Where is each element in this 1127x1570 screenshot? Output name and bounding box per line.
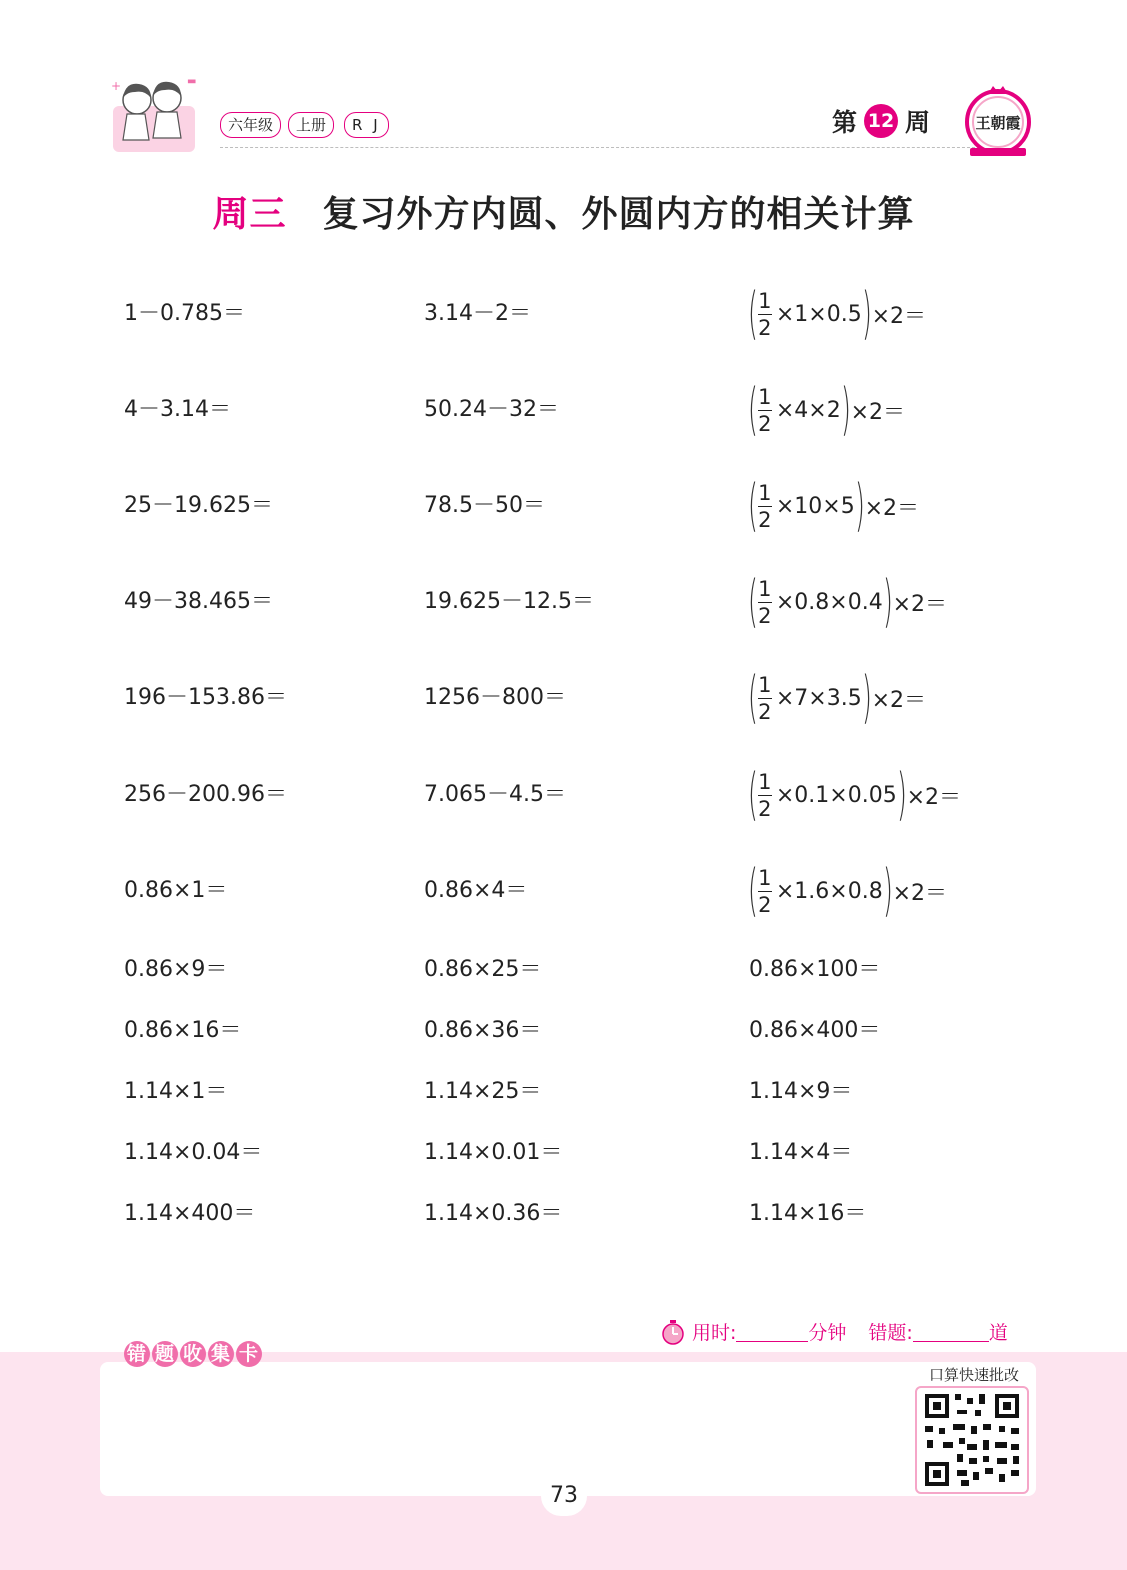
problem: 1.14×4＝ — [749, 1140, 853, 1165]
problem: 49－38.465＝ — [124, 589, 273, 614]
problem: 0.86×9＝ — [124, 957, 228, 982]
errors-blank[interactable] — [913, 1321, 989, 1342]
problem: 1.14×16＝ — [749, 1201, 867, 1226]
fraction-problem: ( 1 2 ×10×5 ) ×2＝ — [748, 473, 920, 538]
problem: 0.86×25＝ — [424, 957, 542, 982]
problem: 0.86×36＝ — [424, 1018, 542, 1043]
problem: 196－153.86＝ — [124, 685, 287, 710]
page-number: 73 — [541, 1476, 587, 1516]
qr-code-icon — [917, 1388, 1027, 1492]
problem: 0.86×4＝ — [424, 878, 528, 903]
svg-text:▬: ▬ — [187, 76, 197, 87]
children-illustration — [105, 68, 205, 158]
problem: 7.065－4.5＝ — [424, 782, 566, 807]
problem: 4－3.14＝ — [124, 397, 231, 422]
title-day: 周三 — [212, 194, 287, 235]
qr-code[interactable] — [915, 1386, 1029, 1494]
week-number-badge: 12 — [864, 104, 898, 138]
fraction-problem: ( 1 2 ×1.6×0.8 ) ×2＝ — [748, 858, 947, 923]
problem: 1－0.785＝ — [124, 301, 245, 326]
problem: 1.14×400＝ — [124, 1201, 256, 1226]
problem: 0.86×100＝ — [749, 957, 881, 982]
week-indicator — [832, 98, 930, 144]
problem: 0.86×1＝ — [124, 878, 228, 903]
problem: 19.625－12.5＝ — [424, 589, 594, 614]
problem: 1.14×1＝ — [124, 1079, 228, 1104]
grade-tag: 六年级 — [220, 112, 281, 138]
problem: 1.14×0.01＝ — [424, 1140, 563, 1165]
problem: 1.14×25＝ — [424, 1079, 542, 1104]
problem: 256－200.96＝ — [124, 782, 287, 807]
errors-label: 错题: — [868, 1322, 913, 1344]
problem: 0.86×400＝ — [749, 1018, 881, 1043]
problem: 25－19.625＝ — [124, 493, 273, 518]
stopwatch-icon — [660, 1319, 686, 1345]
problem: 78.5－50＝ — [424, 493, 545, 518]
problem: 0.86×16＝ — [124, 1018, 242, 1043]
fraction-problem: ( 1 2 ×4×2 ) ×2＝ — [748, 377, 906, 442]
time-unit: 分钟 — [808, 1322, 847, 1344]
problem: 1.14×0.04＝ — [124, 1140, 263, 1165]
error-collection-label: 错 题 收 集 卡 — [124, 1341, 262, 1367]
problem: 1.14×0.36＝ — [424, 1201, 563, 1226]
brand-name: 王朝霞 — [975, 114, 1021, 132]
page-title — [0, 186, 1127, 237]
time-record — [660, 1318, 1008, 1345]
volume-tag: 上册 — [288, 112, 334, 138]
time-label: 用时: — [692, 1322, 737, 1344]
problem: 1256－800＝ — [424, 685, 566, 710]
fraction-problem: ( 1 2 ×0.1×0.05 ) ×2＝ — [748, 762, 961, 827]
fraction-problem: ( 1 2 ×0.8×0.4 ) ×2＝ — [748, 569, 947, 634]
edition-tag: R J — [344, 112, 389, 138]
errors-unit: 道 — [988, 1322, 1008, 1344]
svg-text:+: + — [111, 79, 122, 93]
time-blank[interactable] — [736, 1321, 808, 1342]
week-prefix: 第 — [832, 108, 858, 137]
qr-caption: 口算快速批改 — [928, 1366, 1019, 1384]
week-suffix: 周 — [905, 108, 931, 137]
problem: 3.14－2＝ — [424, 301, 531, 326]
fraction-problem: ( 1 2 ×1×0.5 ) ×2＝ — [748, 281, 927, 346]
header-divider — [220, 147, 980, 148]
problem: 50.24－32＝ — [424, 397, 559, 422]
title-topic: 复习外方内圆、外圆内方的相关计算 — [322, 194, 915, 235]
fraction-problem: ( 1 2 ×7×3.5 ) ×2＝ — [748, 665, 927, 730]
brand-logo — [962, 82, 1034, 158]
problem: 1.14×9＝ — [749, 1079, 853, 1104]
